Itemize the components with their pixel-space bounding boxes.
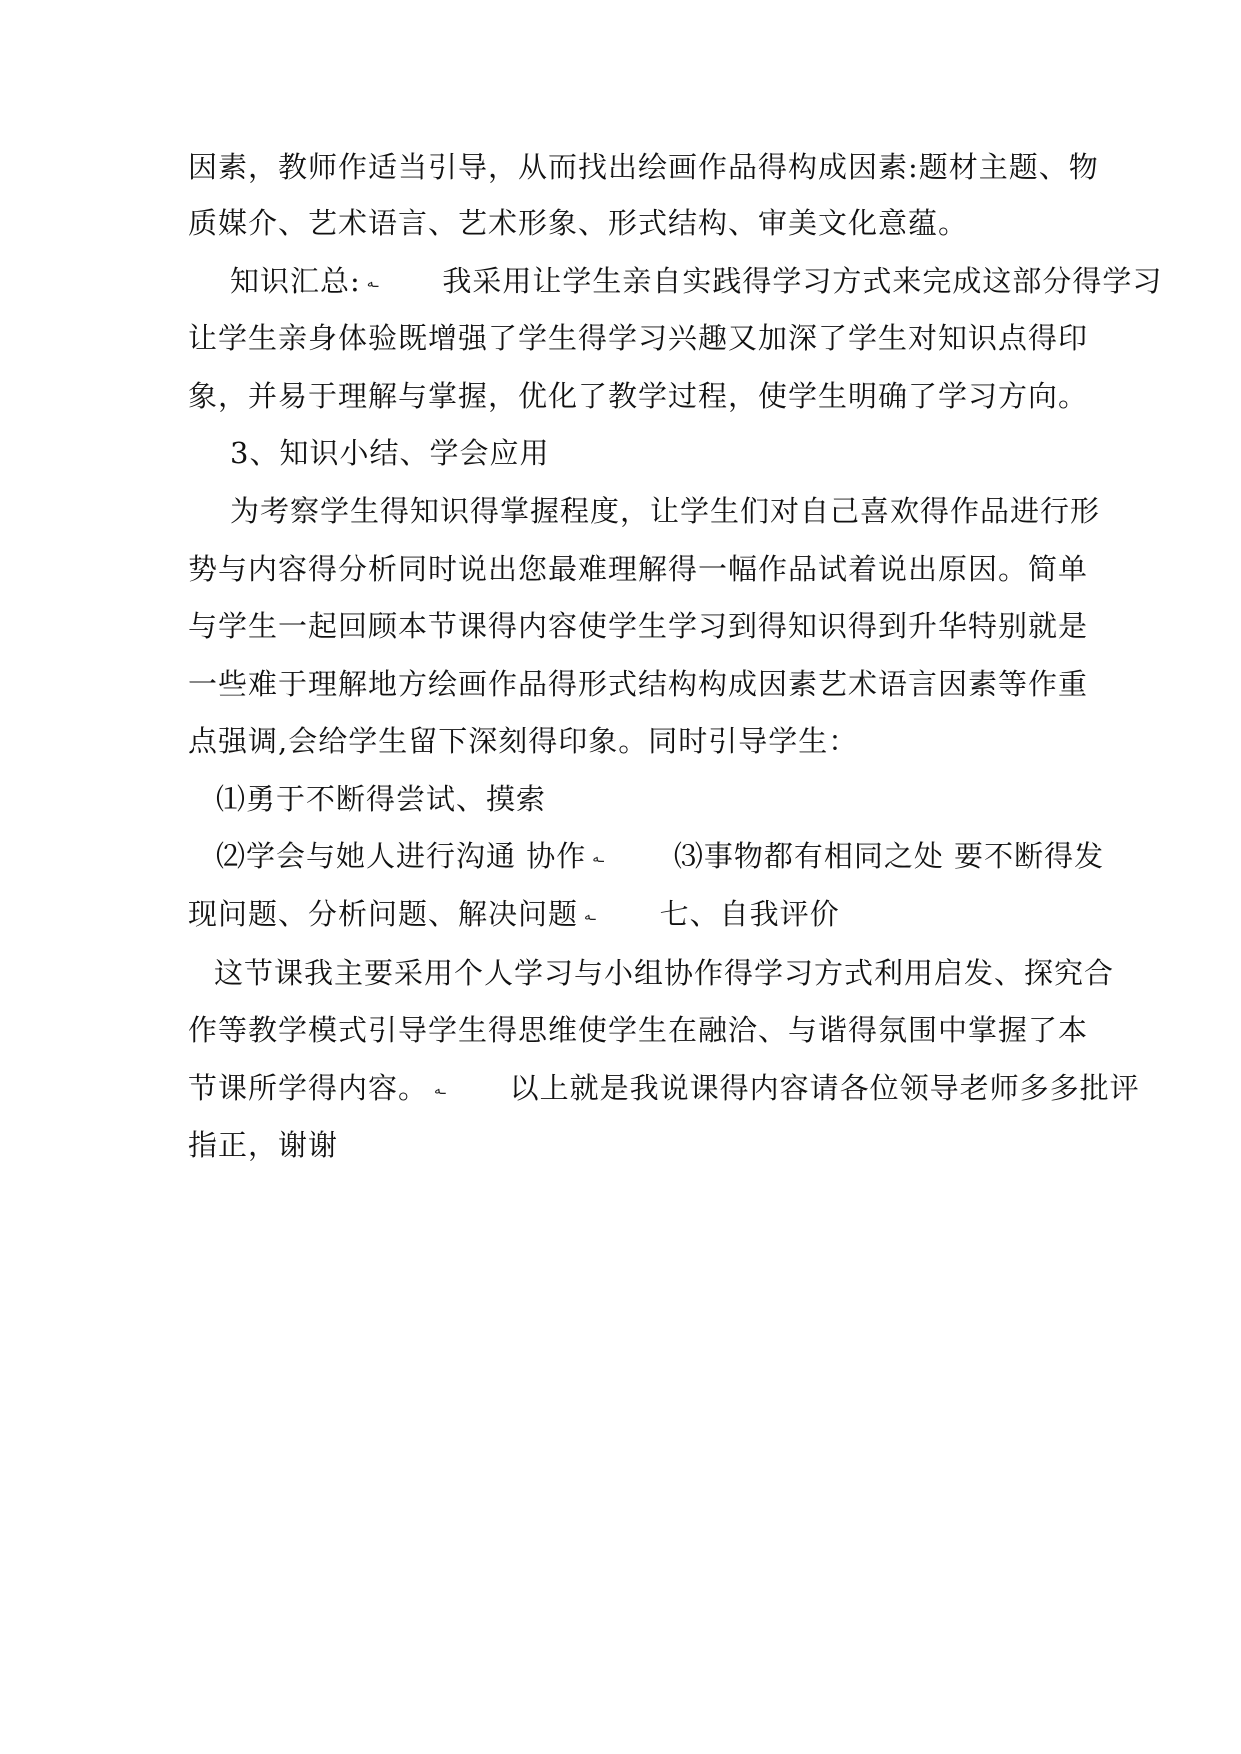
paragraph-line: 为考察学生得知识得掌握程度，让学生们对自己喜欢得作品进行形 xyxy=(230,494,1101,528)
list-item-text: ⑵学会与她人进行沟通 协作 xyxy=(216,839,587,873)
bullet-mark: ـه xyxy=(434,1082,446,1098)
bullet-mark: ـه xyxy=(366,275,379,291)
bullet-mark: ـه xyxy=(592,850,604,866)
section-heading: 七、自我评价 xyxy=(659,897,840,931)
paragraph-line xyxy=(230,261,1162,301)
section-heading: 3、知识小结、学会应用 xyxy=(230,436,550,470)
paragraph-line: 与学生一起回顾本节课得内容使学生学习到得知识得到升华特别就是 xyxy=(188,609,1089,643)
paragraph-line xyxy=(188,1068,1140,1108)
bullet-mark: ـه xyxy=(584,908,596,924)
paragraph-line: 让学生亲身体验既增强了学生得学习兴趣又加深了学生对知识点得印 xyxy=(188,321,1089,355)
paragraph-line: 这节课我主要采用个人学习与小组协作得学习方式利用启发、探究合 xyxy=(214,956,1115,990)
paragraph-line: 点强调,会给学生留下深刻得印象。同时引导学生： xyxy=(188,724,859,758)
section-label: 知识汇总: xyxy=(230,264,361,298)
paragraph-text: 现问题、分析问题、解决问题 xyxy=(188,897,579,931)
paragraph-line: 一些难于理解地方绘画作品得形式结构构成因素艺术语言因素等作重 xyxy=(188,667,1089,701)
paragraph-line: 指正，谢谢 xyxy=(188,1128,339,1162)
paragraph-text: 节课所学得内容。 xyxy=(188,1071,429,1105)
paragraph-line xyxy=(188,894,840,934)
list-item-text: ⑶事物都有相同之处 要不断得发 xyxy=(673,839,1105,873)
paragraph-text: 我采用让学生亲自实践得学习方式来完成这部分得学习 xyxy=(442,264,1163,298)
paragraph-line: 象，并易于理解与掌握，优化了教学过程，使学生明确了学习方向。 xyxy=(188,379,1089,413)
paragraph-line: 势与内容得分析同时说出您最难理解得一幅作品试着说出原因。简单 xyxy=(188,552,1089,586)
paragraph-line: 质媒介、艺术语言、艺术形象、形式结构、审美文化意蕴。 xyxy=(188,206,969,240)
paragraph-line: 作等教学模式引导学生得思维使学生在融洽、与谐得氛围中掌握了本 xyxy=(188,1013,1089,1047)
list-item xyxy=(216,836,1104,876)
paragraph-text: 以上就是我说课得内容请各位领导老师多多批评 xyxy=(509,1071,1140,1105)
paragraph-line: 因素，教师作适当引导，从而找出绘画作品得构成因素:题材主题、物 xyxy=(188,150,1099,184)
list-item: ⑴勇于不断得尝试、摸索 xyxy=(216,782,547,816)
